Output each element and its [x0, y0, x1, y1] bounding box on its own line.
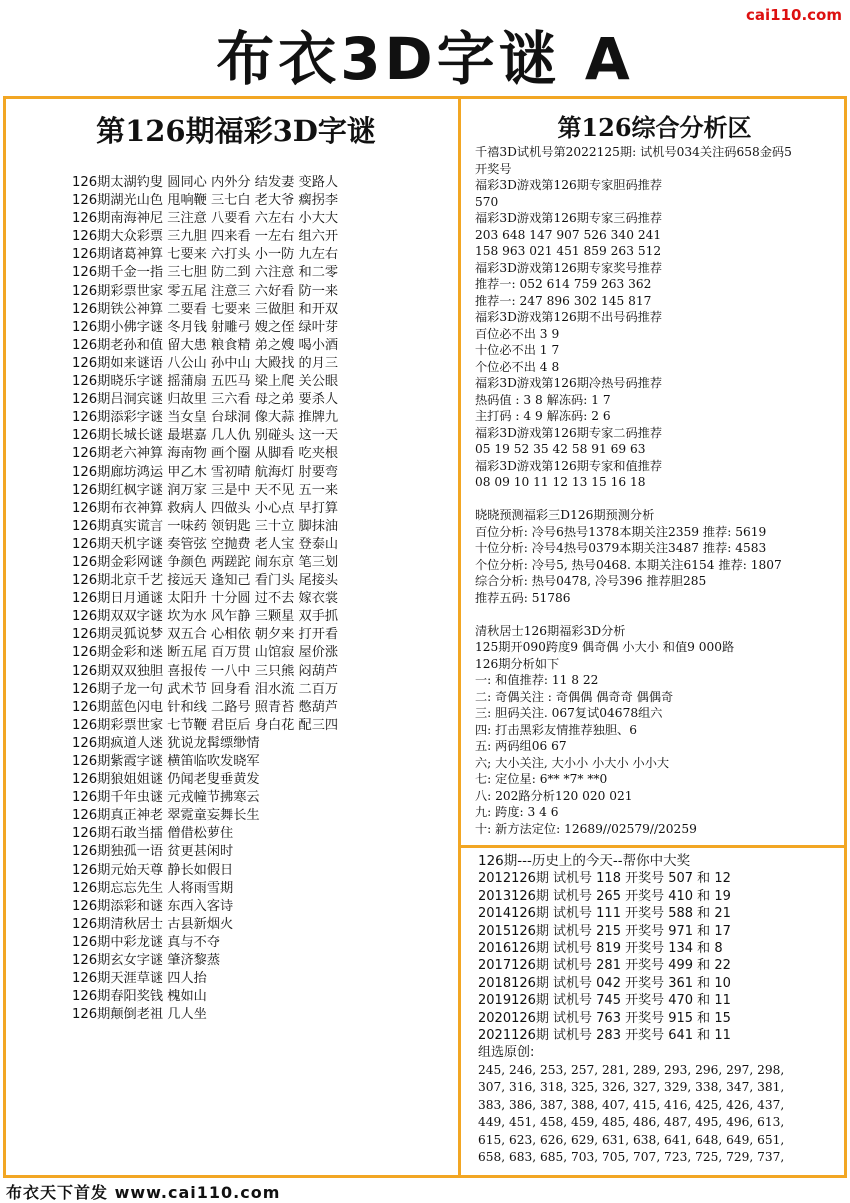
riddle-row: 126期大众彩票 三九胆 四来看 一左右 组六开: [72, 229, 339, 245]
brand-title: 布衣3D字谜 A: [216, 25, 634, 93]
riddle-row: 126期双双独胆 喜报传 一八中 三只熊 闷葫芦: [72, 663, 339, 679]
analysis-line: 主打码 : 4 9 解冻码: 2 6: [475, 409, 611, 423]
riddle-row: 126期双双字谜 坎为水 风乍静 三颗星 双手抓: [72, 609, 339, 625]
riddle-row: 126期真正神老 翠霓童妄舞长生: [72, 808, 260, 824]
riddle-row: 126期千金一指 三七胆 防二到 六注意 和二零: [72, 265, 339, 281]
riddle-row: 126期灵狐说梦 双五合 心相依 朝夕来 打开看: [72, 627, 339, 643]
riddle-row: 126期中彩龙谜 真与不夺: [72, 934, 221, 950]
riddle-title: 第126期福彩3D字谜: [96, 114, 376, 148]
analysis-line: 203 648 147 907 526 340 241: [475, 227, 662, 242]
riddle-row: 126期布衣神算 救病人 四做头 小心点 早打算: [72, 500, 339, 516]
group-line: 658, 683, 685, 703, 705, 707, 723, 725, 729, 737,: [478, 1149, 785, 1164]
riddle-row: 126期湖光山色 甩响鞭 三七白 老大爷 瘸拐李: [72, 193, 339, 209]
page-header: [0, 0, 850, 95]
analysis-line: 个位必不出 4 8: [475, 359, 560, 374]
analysis-line: [475, 606, 845, 623]
analysis-line: 三: 胆码关注. 067复试04678组六: [475, 706, 663, 720]
analysis-line: 四: 打击黑彩友情推荐独胆、6: [475, 722, 637, 737]
analysis-line: 二: 奇偶关注 : 奇偶偶 偶奇奇 偶偶奇: [475, 689, 674, 704]
analysis-line: 158 963 021 451 859 263 512: [475, 244, 662, 258]
riddle-row: 126期真实谎言 一味药 领钥匙 三十立 脚抹油: [72, 518, 339, 534]
history-row: 2019126期 试机号 745 开奖号 470 和 11: [478, 993, 731, 1009]
riddle-row: 126期元始天尊 静长如假日: [72, 862, 234, 878]
riddle-column: [6, 99, 456, 1175]
riddle-row: 126期如来谜语 八公山 孙中山 大殿找 的月三: [72, 355, 339, 371]
riddle-row: 126期金彩网谜 争颜色 两蹉跎 闹东京 笔三划: [72, 554, 339, 570]
section-divider: [461, 845, 847, 848]
riddle-row: 126期添彩字谜 当女皇 台球洞 像大蒜 推牌九: [72, 410, 339, 426]
riddle-row: 126期长城长谜 最堪嘉 几人仇 别碰头 这一天: [72, 428, 339, 444]
history-section: [478, 853, 843, 1166]
analysis-line: 福彩3D游戏第126期专家三码推荐: [475, 211, 663, 225]
history-row: 2013126期 试机号 265 开奖号 410 和 19: [478, 888, 731, 904]
riddle-row: 126期春阳奖钱 槐如山: [72, 989, 207, 1005]
analysis-line: 推荐五码: 51786: [475, 590, 571, 605]
riddle-row: 126期北京千艺 接远天 逢知己 看门头 尾接头: [72, 573, 339, 589]
analysis-line: 热码值 : 3 8 解冻码: 1 7: [475, 392, 611, 407]
history-title: 126期---历史上的今天--帮你中大奖: [478, 853, 691, 869]
riddle-row: 126期忘忘先生 人将雨雪期: [72, 880, 234, 896]
history-row: 2012126期 试机号 118 开奖号 507 和 12: [478, 871, 731, 887]
analysis-title: 第126综合分析区: [557, 113, 752, 142]
riddle-row: 126期蓝色闪电 针和线 二路号 照青苔 憋葫芦: [72, 699, 339, 715]
history-row: 2018126期 试机号 042 开奖号 361 和 10: [478, 975, 731, 991]
riddle-row: 126期天机字谜 奏管弦 空抛费 老人宝 登泰山: [72, 536, 339, 552]
analysis-line: 五: 两码组06 67: [475, 739, 567, 753]
riddle-row: 126期日月通谜 太阳升 十分圆 过不去 嫁衣裳: [72, 591, 339, 607]
riddle-row: 126期疯道人迷 犹说龙髯缥缈情: [72, 735, 260, 751]
group-line: 449, 451, 458, 459, 485, 486, 487, 495, 496, 613,: [478, 1115, 785, 1130]
riddle-row: 126期千年虫谜 元戎幢节拂寒云: [72, 790, 260, 806]
analysis-line: 开奖号: [475, 161, 512, 176]
analysis-line: 福彩3D游戏第126期专家二码推荐: [475, 425, 663, 440]
analysis-line: 福彩3D游戏第126期专家胆码推荐: [475, 178, 663, 192]
analysis-line: 福彩3D游戏第126期不出号码推荐: [475, 310, 663, 324]
analysis-line: 九: 跨度: 3 4 6: [475, 805, 559, 819]
riddle-row: 126期清秋居士 古县新烟火: [72, 916, 234, 932]
analysis-line: 推荐一: 247 896 302 145 817: [475, 293, 652, 308]
site-link[interactable]: cai110.com: [746, 6, 842, 24]
group-line: 383, 386, 387, 388, 407, 415, 416, 425, 426, 437,: [478, 1097, 785, 1112]
riddle-row: 126期天涯草谜 四人抬: [72, 971, 207, 987]
riddle-row: 126期廊坊鸿运 甲乙木 雪初晴 航海灯 肘要弯: [72, 464, 339, 480]
riddle-row: 126期诸葛神算 七要来 六打头 小一防 九左右: [72, 247, 339, 263]
analysis-line: 福彩3D游戏第126期专家奖号推荐: [475, 260, 663, 275]
group-line: 307, 316, 318, 325, 326, 327, 329, 338, 347, 381,: [478, 1080, 785, 1095]
riddle-row: 126期独孤一语 贫更甚闲时: [72, 844, 234, 860]
history-row: 2021126期 试机号 283 开奖号 641 和 11: [478, 1028, 731, 1044]
riddle-row: 126期老六神算 海南物 画个圈 从脚看 吃夹根: [72, 446, 339, 462]
analysis-line: 125期开090跨度9 偶奇偶 小大小 和值9 000路: [475, 640, 735, 654]
riddle-row: 126期南海神尼 三注意 八要看 六左右 小大大: [72, 211, 339, 227]
analysis-line: 十位必不出 1 7: [475, 343, 560, 357]
analysis-line: 570: [475, 194, 499, 209]
analysis-line: 福彩3D游戏第126期冷热号码推荐: [475, 376, 663, 390]
analysis-line: 126期分析如下: [475, 656, 560, 671]
riddle-row: 126期吕洞宾谜 归故里 三六看 母之弟 要杀人: [72, 392, 339, 408]
riddle-row: 126期晓乐字谜 摇蒲扇 五匹马 梁上爬 关公眼: [72, 374, 339, 390]
riddle-row: 126期玄女字谜 肇济黎蒸: [72, 953, 221, 969]
riddle-row: 126期金彩和迷 断五尾 百万贯 山馆寂 屋价涨: [72, 645, 339, 661]
group-title: 组选原创:: [478, 1045, 535, 1061]
riddle-row: 126期彩票世家 零五尾 注意三 六好看 防一来: [72, 283, 339, 299]
riddle-row: 126期添彩和谜 东西入客诗: [72, 898, 234, 914]
group-line: 245, 246, 253, 257, 281, 289, 293, 296, 297, 298,: [478, 1062, 785, 1077]
riddle-row: 126期狼姐姐谜 仍闻老叟垂黄发: [72, 772, 260, 788]
analysis-line: 百位必不出 3 9: [475, 326, 560, 341]
analysis-line: 推荐一: 052 614 759 263 362: [475, 277, 652, 291]
analysis-line: 十: 新方法定位: 12689//02579//20259: [475, 821, 697, 836]
analysis-line: 百位分析: 冷号6热号1378本期关注2359 推荐: 5619: [475, 524, 767, 539]
riddle-row: 126期铁公神算 二要看 七要来 三做胆 和开双: [72, 301, 339, 317]
analysis-line: 七: 定位星: 6** *7* **0: [475, 772, 608, 786]
analysis-line: [475, 491, 845, 508]
history-row: 2017126期 试机号 281 开奖号 499 和 22: [478, 958, 731, 974]
group-line: 615, 623, 626, 629, 631, 638, 641, 648, 649, 651,: [478, 1132, 785, 1147]
riddle-row: 126期彩票世家 七节鞭 君臣后 身白花 配三四: [72, 717, 339, 733]
riddle-list: [72, 174, 452, 1024]
analysis-line: 05 19 52 35 42 58 91 69 63: [475, 442, 646, 456]
footer-text: 布衣天下首发 www.cai110.com: [6, 1183, 281, 1202]
history-row: 2015126期 试机号 215 开奖号 971 和 17: [478, 923, 731, 939]
riddle-row: 126期小佛字谜 冬月钱 射雕弓 嫂之侄 绿叶芽: [72, 319, 339, 335]
analysis-line: 八: 202路分析120 020 021: [475, 788, 633, 803]
riddle-row: 126期石敢当擂 僧借松萝住: [72, 826, 234, 842]
history-row: 2014126期 试机号 111 开奖号 588 和 21: [478, 906, 731, 922]
analysis-list: [475, 144, 845, 837]
riddle-row: 126期颠倒老祖 几人坐: [72, 1007, 207, 1023]
analysis-line: 晓晓预测福彩三D126期预测分析: [475, 508, 655, 522]
analysis-line: 清秋居士126期福彩3D分析: [475, 623, 626, 638]
analysis-line: 福彩3D游戏第126期专家和值推荐: [475, 458, 663, 473]
riddle-row: 126期老孙和值 留大患 粮食精 弟之嫂 喝小酒: [72, 337, 339, 353]
column-divider: [458, 99, 461, 1175]
riddle-row: 126期红枫字谜 润万家 三是中 天不见 五一来: [72, 482, 339, 498]
analysis-line: 六; 大小关注, 大小小 小大小 小小大: [475, 755, 670, 770]
riddle-row: 126期子龙一句 武术节 回身看 泪水流 二百万: [72, 681, 339, 697]
analysis-line: 综合分析: 热号0478, 冷号396 推荐胆285: [475, 574, 707, 588]
analysis-line: 十位分析: 冷号4热号0379本期关注3487 推荐: 4583: [475, 541, 767, 555]
riddle-row: 126期太湖钓叟 圆同心 内外分 结发妻 变路人: [72, 175, 339, 190]
analysis-line: 个位分析: 冷号5, 热号0468. 本期关注6154 推荐: 1807: [475, 557, 782, 572]
analysis-line: 千禧3D试机号第2022125期: 试机号034关注码658金码5: [475, 145, 792, 159]
history-row: 2016126期 试机号 819 开奖号 134 和 8: [478, 941, 723, 957]
analysis-line: 一: 和值推荐: 11 8 22: [475, 673, 599, 687]
riddle-row: 126期紫霞字谜 横笛临吹发晓军: [72, 754, 260, 769]
history-row: 2020126期 试机号 763 开奖号 915 和 15: [478, 1010, 731, 1026]
analysis-line: 08 09 10 11 12 13 15 16 18: [475, 475, 646, 489]
